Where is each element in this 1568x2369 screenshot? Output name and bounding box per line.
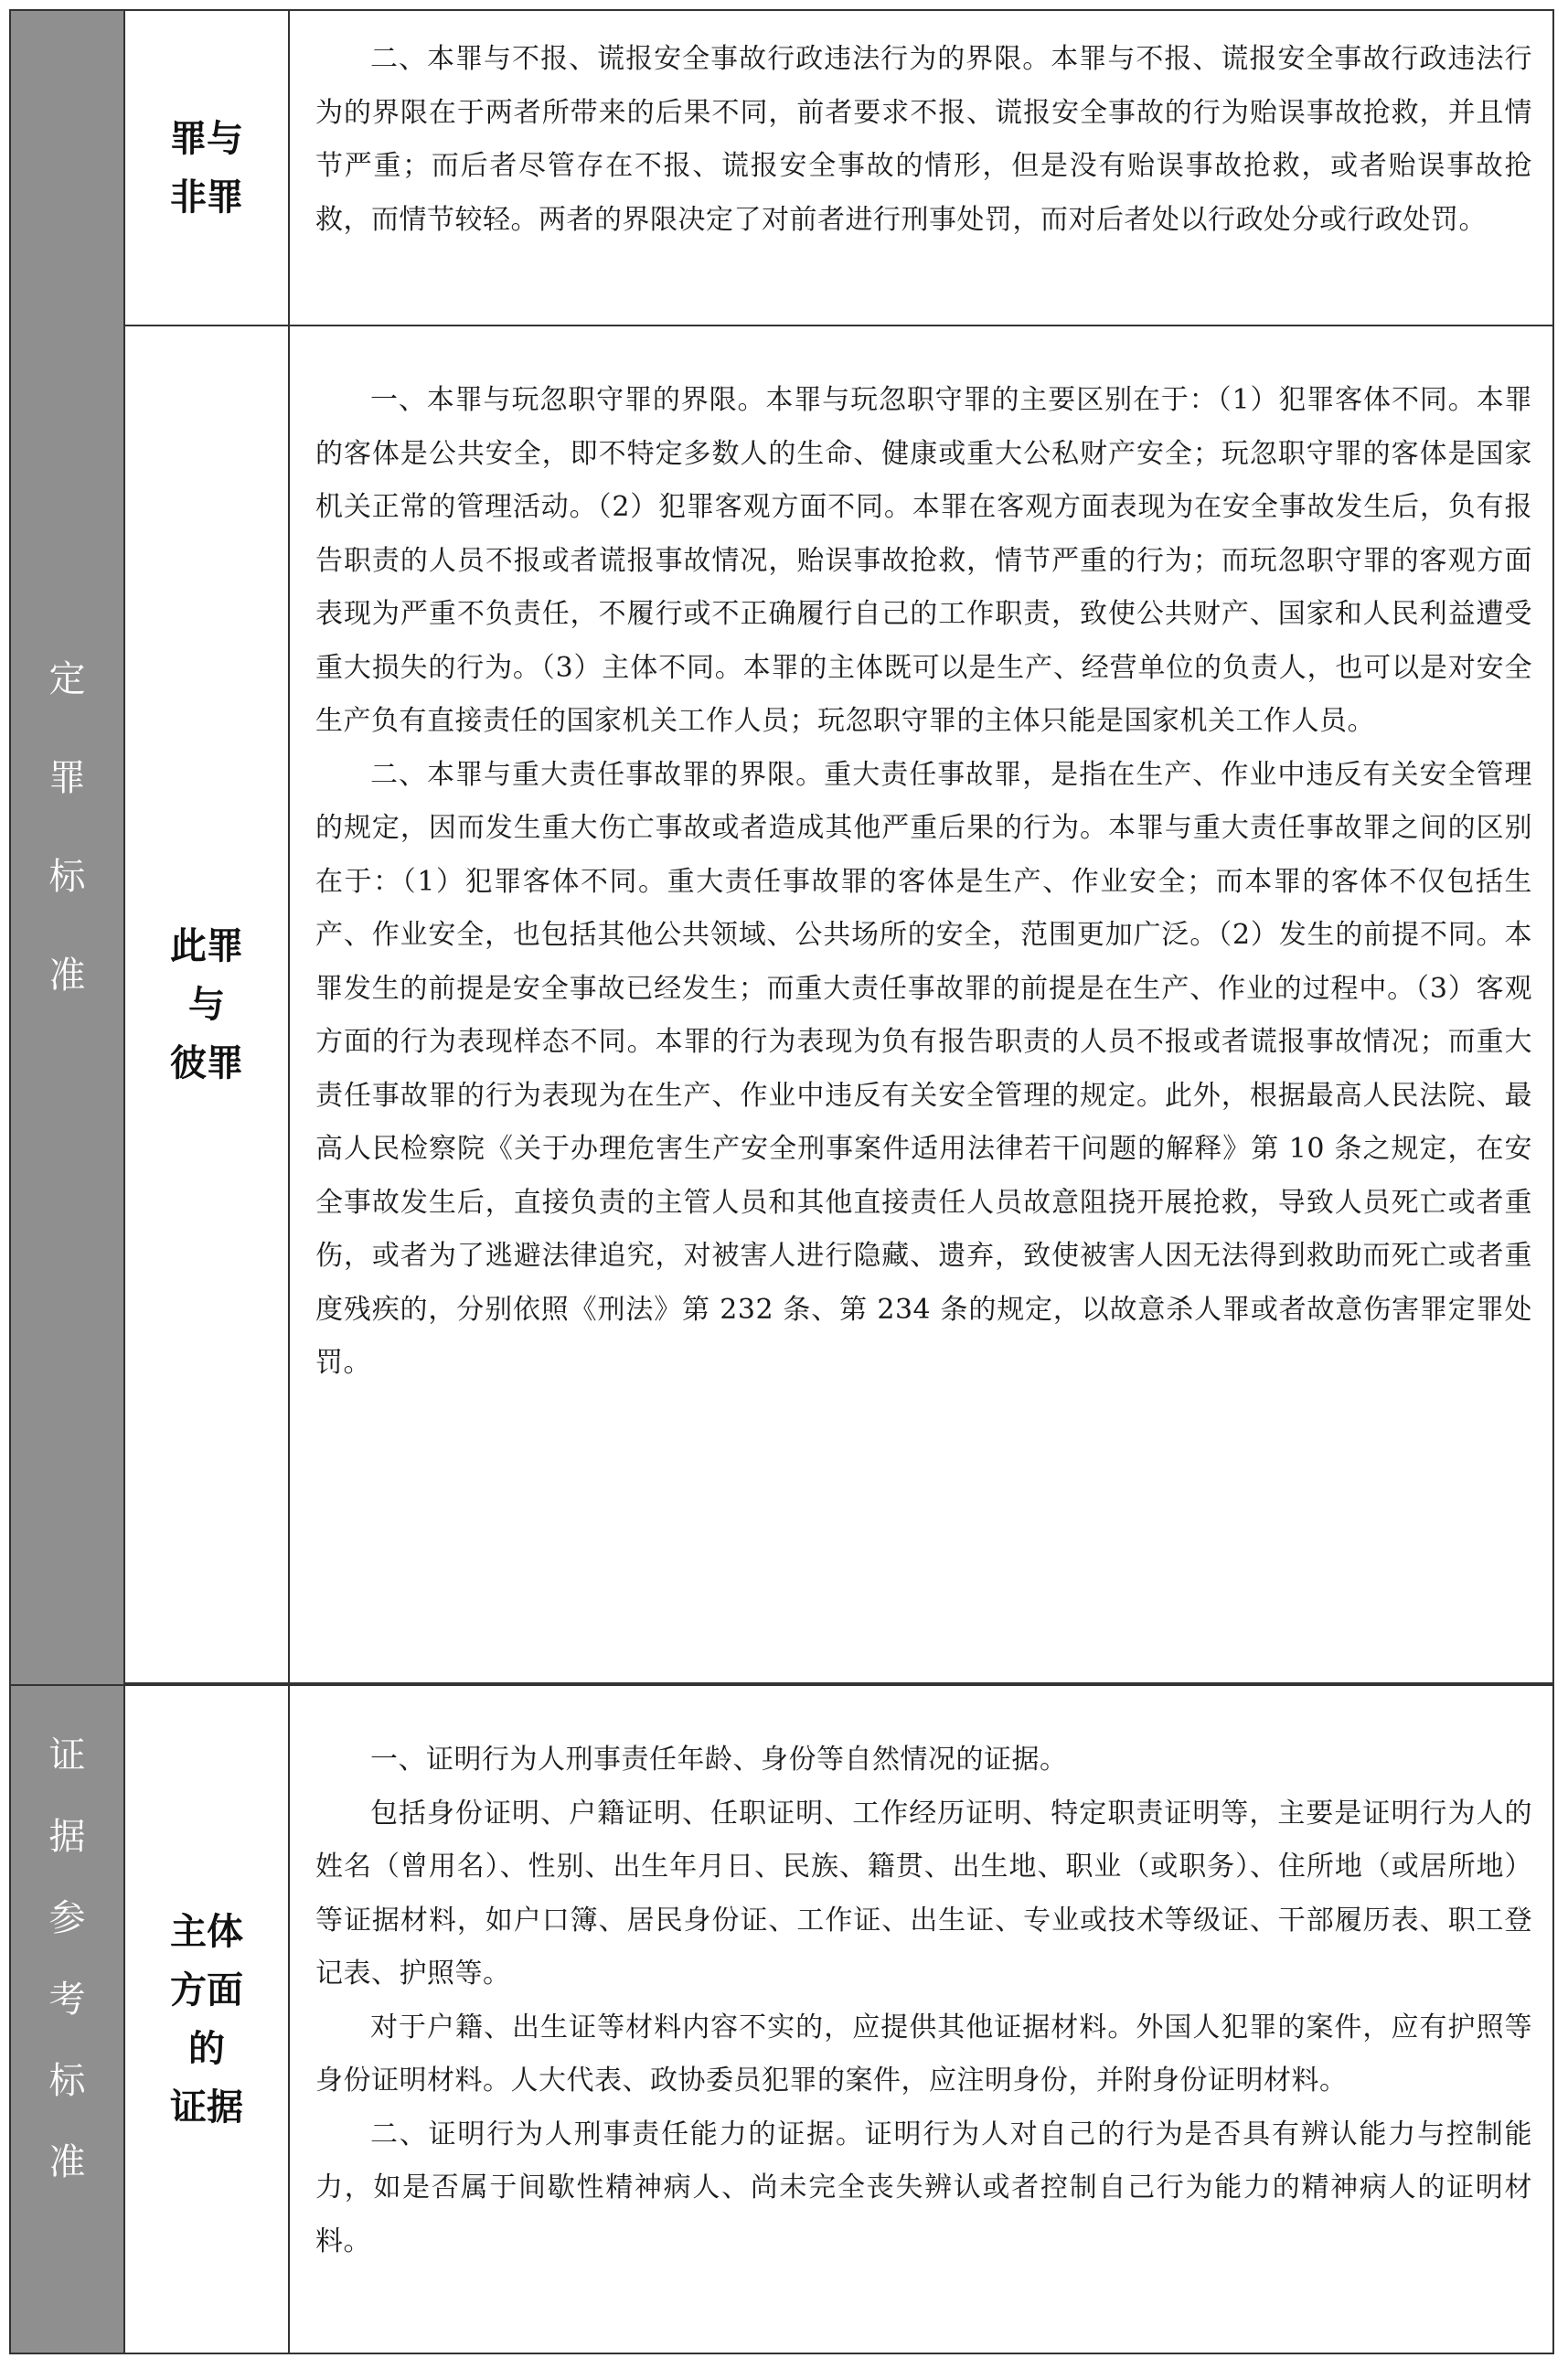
section-zhengju-char: 准 [48,2141,86,2183]
paragraph: 包括身份证明、户籍证明、任职证明、工作经历证明、特定职责证明等，主要是证明行为人的姓名（曾用名）、性别、出生年月日、民族、籍贯、出生地、职业（或职务）、住所地（或居所地）等证据材料，如户口簿、居民身份证、工作证、出生证、专业或技术等级证、干部履历表、职工登记表、护照等。 [315,1797,1532,1990]
row-content [290,11,1552,325]
section-zhengju-char: 证 [48,1734,86,1777]
section-zhengju-char: 考 [48,1979,86,2021]
section-zhengju [11,1684,125,2353]
section-zhengju-char: 参 [48,1897,86,1939]
row-content [290,326,1552,1682]
section-dingzui-char: 标 [48,856,86,898]
row-label: 此罪 与 彼罪 [170,924,243,1084]
paragraph: 对于户籍、出生证等材料内容不实的，应提供其他证据材料。外国人犯罪的案件，应有护照等身份证明材料。人大代表、政协委员犯罪的案件，应注明身份，并附身份证明材料。 [315,2011,1532,2097]
section-zhengju-char: 据 [48,1816,86,1858]
section-zhengju-char: 标 [48,2060,86,2102]
section-dingzui [11,11,125,1684]
row-label-cell [125,11,290,325]
row-zhuti-zhengju [125,1684,1552,2353]
row-zui-yu-feizui [125,11,1552,326]
paragraph: 一、本罪与玩忽职守罪的界限。本罪与玩忽职守罪的主要区别在于：（1）犯罪客体不同。本罪的客体是公共安全，即不特定多数人的生命、健康或重大公私财产安全；玩忽职守罪的客体是国家机关正常的管理活动。（2）犯罪客观方面不同。本罪在客观方面表现为在安全事故发生后，负有报告职责的人员不报或者谎报事故情况，贻误事故抢救，情节严重的行为；而玩忽职守罪的客观方面表现为严重不负责任，不履行或不正确履行自己的工作职责，致使公共财产、国家和人民利益遭受重大损失的行为。（3）主体不同。本罪的主体既可以是生产、经营单位的负责人，也可以是对安全生产负有直接责任的国家机关工作人员；玩忽职守罪的主体只能是国家机关工作人员。 [315,384,1532,737]
paragraph: 二、本罪与重大责任事故罪的界限。重大责任事故罪，是指在生产、作业中违反有关安全管理的规定，因而发生重大伤亡事故或者造成其他严重后果的行为。本罪与重大责任事故罪之间的区别在于：（1）犯罪客体不同。重大责任事故罪的客体是生产、作业安全；而本罪的客体不仅包括生产、作业安全，也包括其他公共领域、公共场所的安全，范围更加广泛。（2）发生的前提不同。本罪发生的前提是安全事故已经发生；而重大责任事故罪的前提是在生产、作业的过程中。（3）客观方面的行为表现样态不同。本罪的行为表现为负有报告职责的人员不报或者谎报事故情况；而重大责任事故罪的行为表现为在生产、作业中违反有关安全管理的规定。此外，根据最高人民法院、最高人民检察院《关于办理危害生产安全刑事案件适用法律若干问题的解释》第 10 条之规定，在安全事故发生后，直接负责的主管人员和其他直接责任人员故意阻挠开展抢救，导致人员死亡或者重伤，或者为了逃避法律追究，对被害人进行隐藏、遗弃，致使被害人因无法得到救助而死亡或者重度残疾的，分别依照《刑法》第 232 条、第 234 条的规定，以故意杀人罪或者故意伤害罪定罪处罚。 [315,758,1532,1379]
row-cizui-yu-bizui [125,326,1552,1684]
row-label-cell [125,1686,290,2353]
section-dingzui-char: 准 [48,955,86,997]
paragraph: 一、证明行为人刑事责任年龄、身份等自然情况的证据。 [370,1744,1068,1776]
paragraph: 二、本罪与不报、谎报安全事故行政违法行为的界限。本罪与不报、谎报安全事故行政违法行为的界限在于两者所带来的后果不同，前者要求不报、谎报安全事故的行为贻误事故抢救，并且情节严重；而后者尽管存在不报、谎报安全事故的情形，但是没有贻误事故抢救，或者贻误事故抢救，而情节较轻。两者的界限决定了对前者进行刑事处罚，而对后者处以行政处分或行政处罚。 [315,43,1532,236]
row-label: 主体 方面 的 证据 [170,1910,243,2129]
criteria-table [9,9,1554,2354]
row-label: 罪与 非罪 [170,117,243,219]
row-content [290,1686,1552,2353]
section-dingzui-char: 罪 [48,757,86,799]
row-label-cell [125,326,290,1682]
paragraph: 二、证明行为人刑事责任能力的证据。证明行为人对自己的行为是否具有辨认能力与控制能力，如是否属于间歇性精神病人、尚未完全丧失辨认或者控制自己行为能力的精神病人的证明材料。 [315,2118,1532,2257]
section-dingzui-char: 定 [48,658,86,700]
